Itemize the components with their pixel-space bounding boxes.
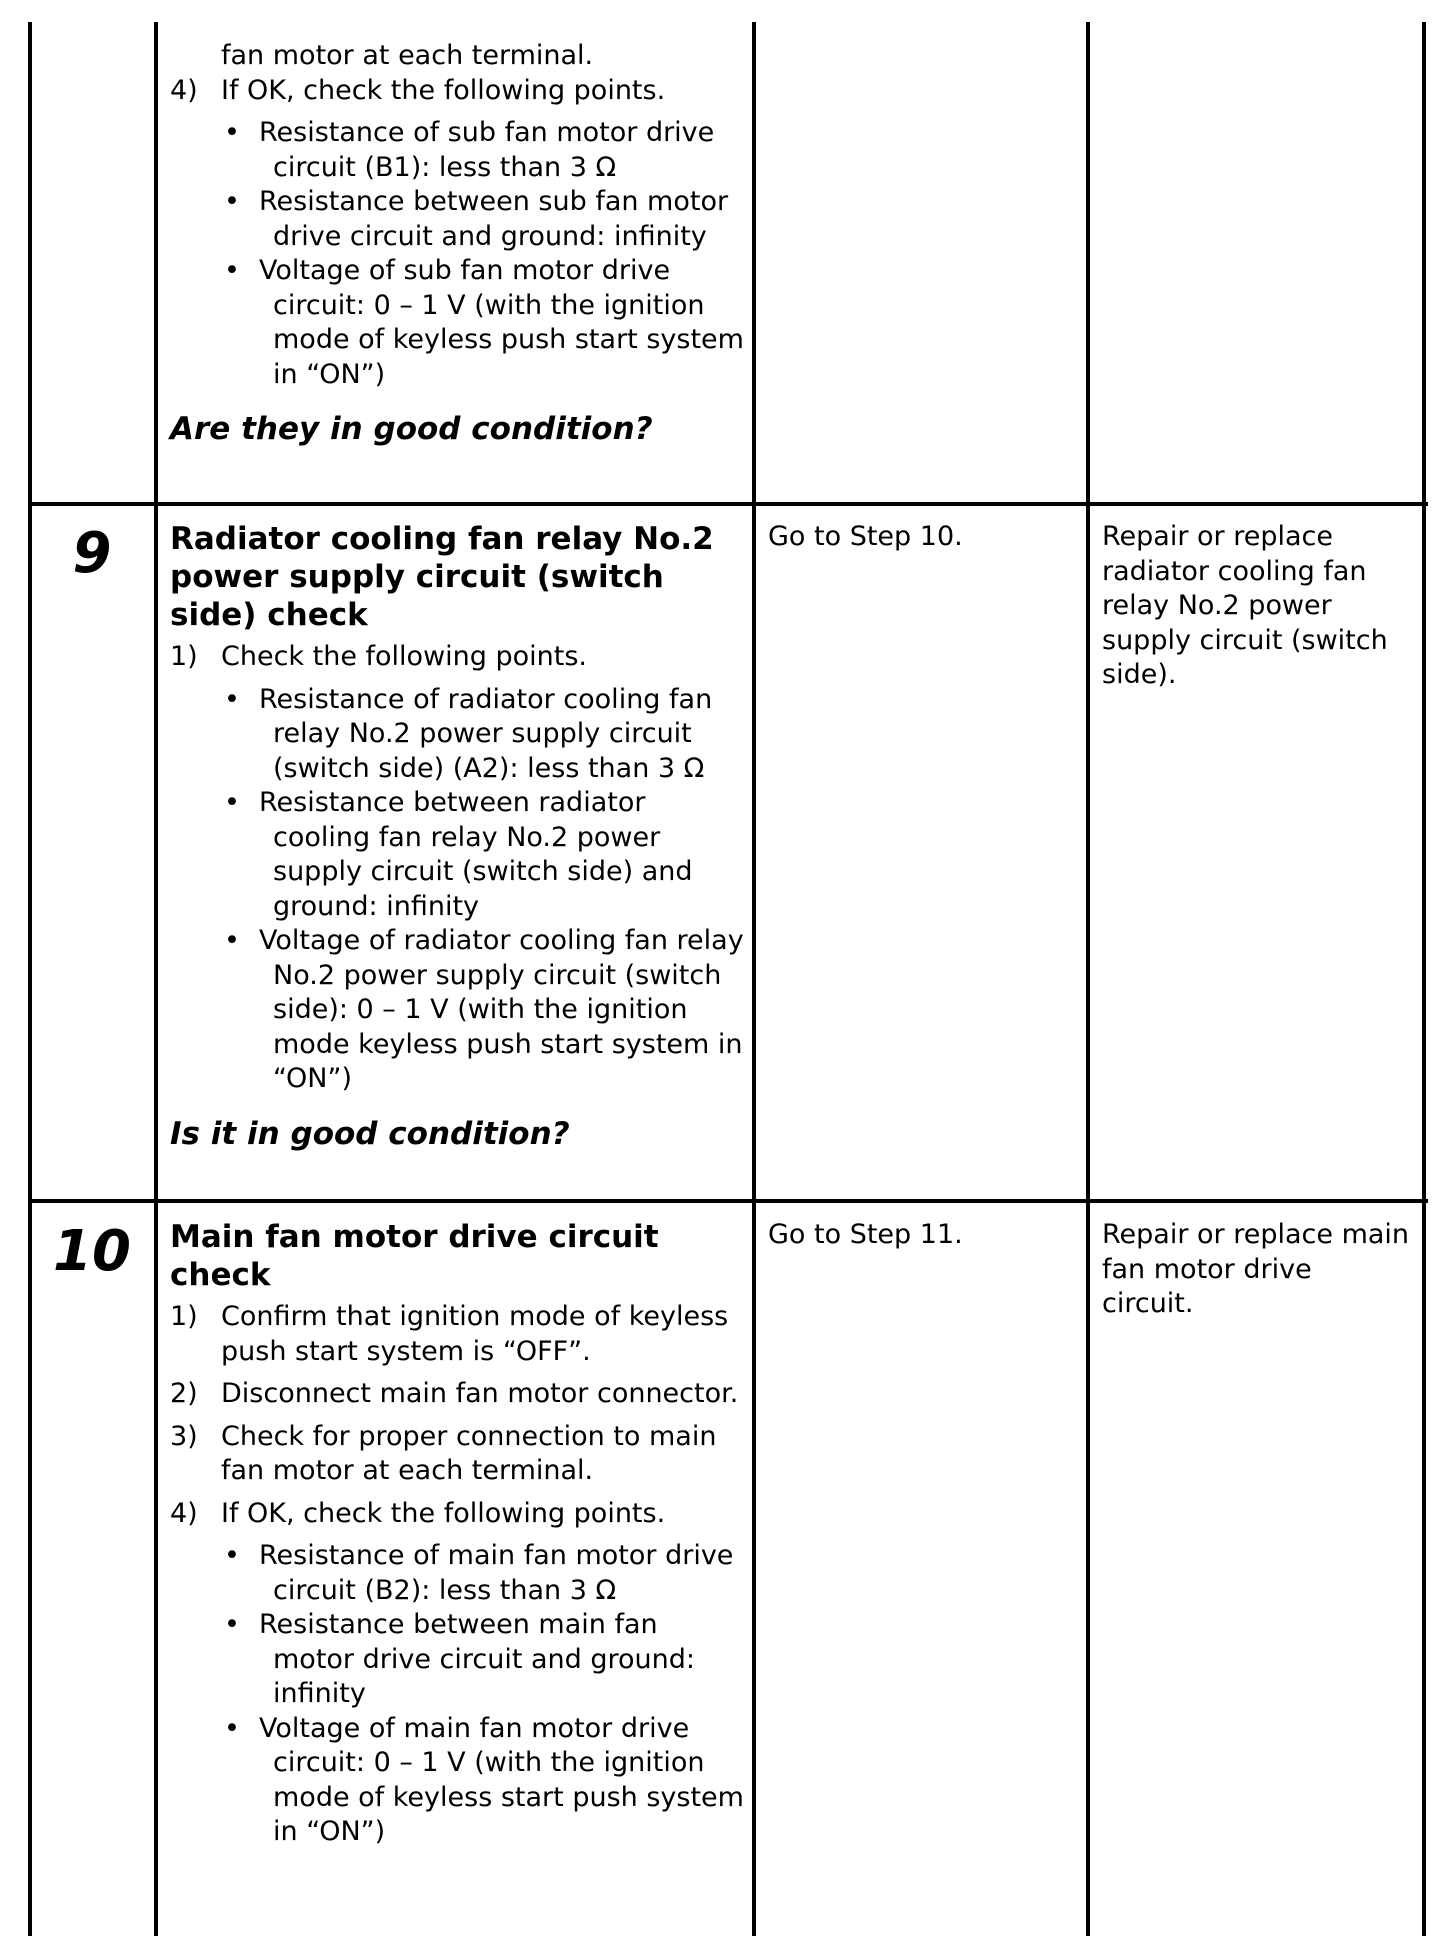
step9-procedure: [170, 520, 744, 1153]
table-right-border: [1422, 22, 1426, 1936]
top-row-procedure: [170, 39, 744, 448]
column-divider-2: [752, 22, 756, 1936]
step10-no-action: Repair or replace main fan motor drive circuit.: [1102, 1219, 1410, 1319]
procedure-step: 1) Check the following points.: [170, 641, 588, 672]
step9-no-action: Repair or replace radiator cooling fan relay No.2 power supply circuit (switch side).: [1102, 521, 1388, 690]
procedure-step: 4) If OK, check the following points.: [170, 74, 666, 106]
bullet-item: • Resistance of radiator cooling fan relay No.2 power supply circuit (switch side) (A2): less than 3 Ω: [224, 683, 713, 784]
bullet-item: • Resistance of sub fan motor drive circuit (B1): less than 3 Ω: [224, 117, 715, 183]
bullet-item: • Resistance between sub fan motor drive circuit and ground: infinity: [224, 186, 729, 252]
procedure-step: 2) Disconnect main fan motor connector.: [170, 1378, 739, 1409]
step-title: Radiator cooling fan relay No.2 power supply circuit (switch side) check: [170, 521, 714, 633]
table-left-border: [28, 22, 32, 1936]
step-number-10: 10: [53, 1219, 131, 1284]
check-question: Is it in good condition?: [170, 1115, 570, 1152]
bullet-item: • Resistance of main fan motor drive circuit (B2): less than 3 Ω: [224, 1540, 734, 1606]
bullet-item: • Voltage of radiator cooling fan relay No.2 power supply circuit (switch side): 0 – 1 V (with the ignition mode keyless push start system in “ON”): [224, 925, 744, 1094]
check-question: Are they in good condition?: [170, 411, 653, 447]
step9-yes-action: Go to Step 10.: [768, 521, 963, 552]
bullet-item: • Resistance between radiator cooling fan relay No.2 power supply circuit (switch side) and ground: infinity: [224, 787, 693, 922]
procedure-step: 1) Confirm that ignition mode of keyless push start system is “OFF”.: [170, 1301, 729, 1367]
bullet-item: • Voltage of main fan motor drive circuit: 0 – 1 V (with the ignition mode of keyless start push system in “ON”): [224, 1712, 744, 1847]
continuation-text: fan motor at each terminal.: [221, 40, 594, 71]
procedure-step: 4) If OK, check the following points.: [170, 1497, 666, 1529]
bullet-item: • Resistance between main fan motor drive circuit and ground: infinity: [224, 1609, 696, 1709]
row-divider-1: [28, 502, 1428, 506]
column-divider-3: [1086, 22, 1090, 1936]
step-title: Main fan motor drive circuit check: [170, 1219, 659, 1293]
step-number-9: 9: [72, 521, 112, 586]
bullet-item: • Voltage of sub fan motor drive circuit: 0 – 1 V (with the ignition mode of keyless push start system in “ON”): [224, 255, 744, 390]
procedure-step: 3) Check for proper connection to main fan motor at each terminal.: [170, 1420, 717, 1486]
row-divider-2: [28, 1199, 1428, 1203]
step10-yes-action: Go to Step 11.: [768, 1219, 963, 1250]
column-divider-1: [154, 22, 158, 1936]
step10-procedure: [170, 1218, 744, 1850]
